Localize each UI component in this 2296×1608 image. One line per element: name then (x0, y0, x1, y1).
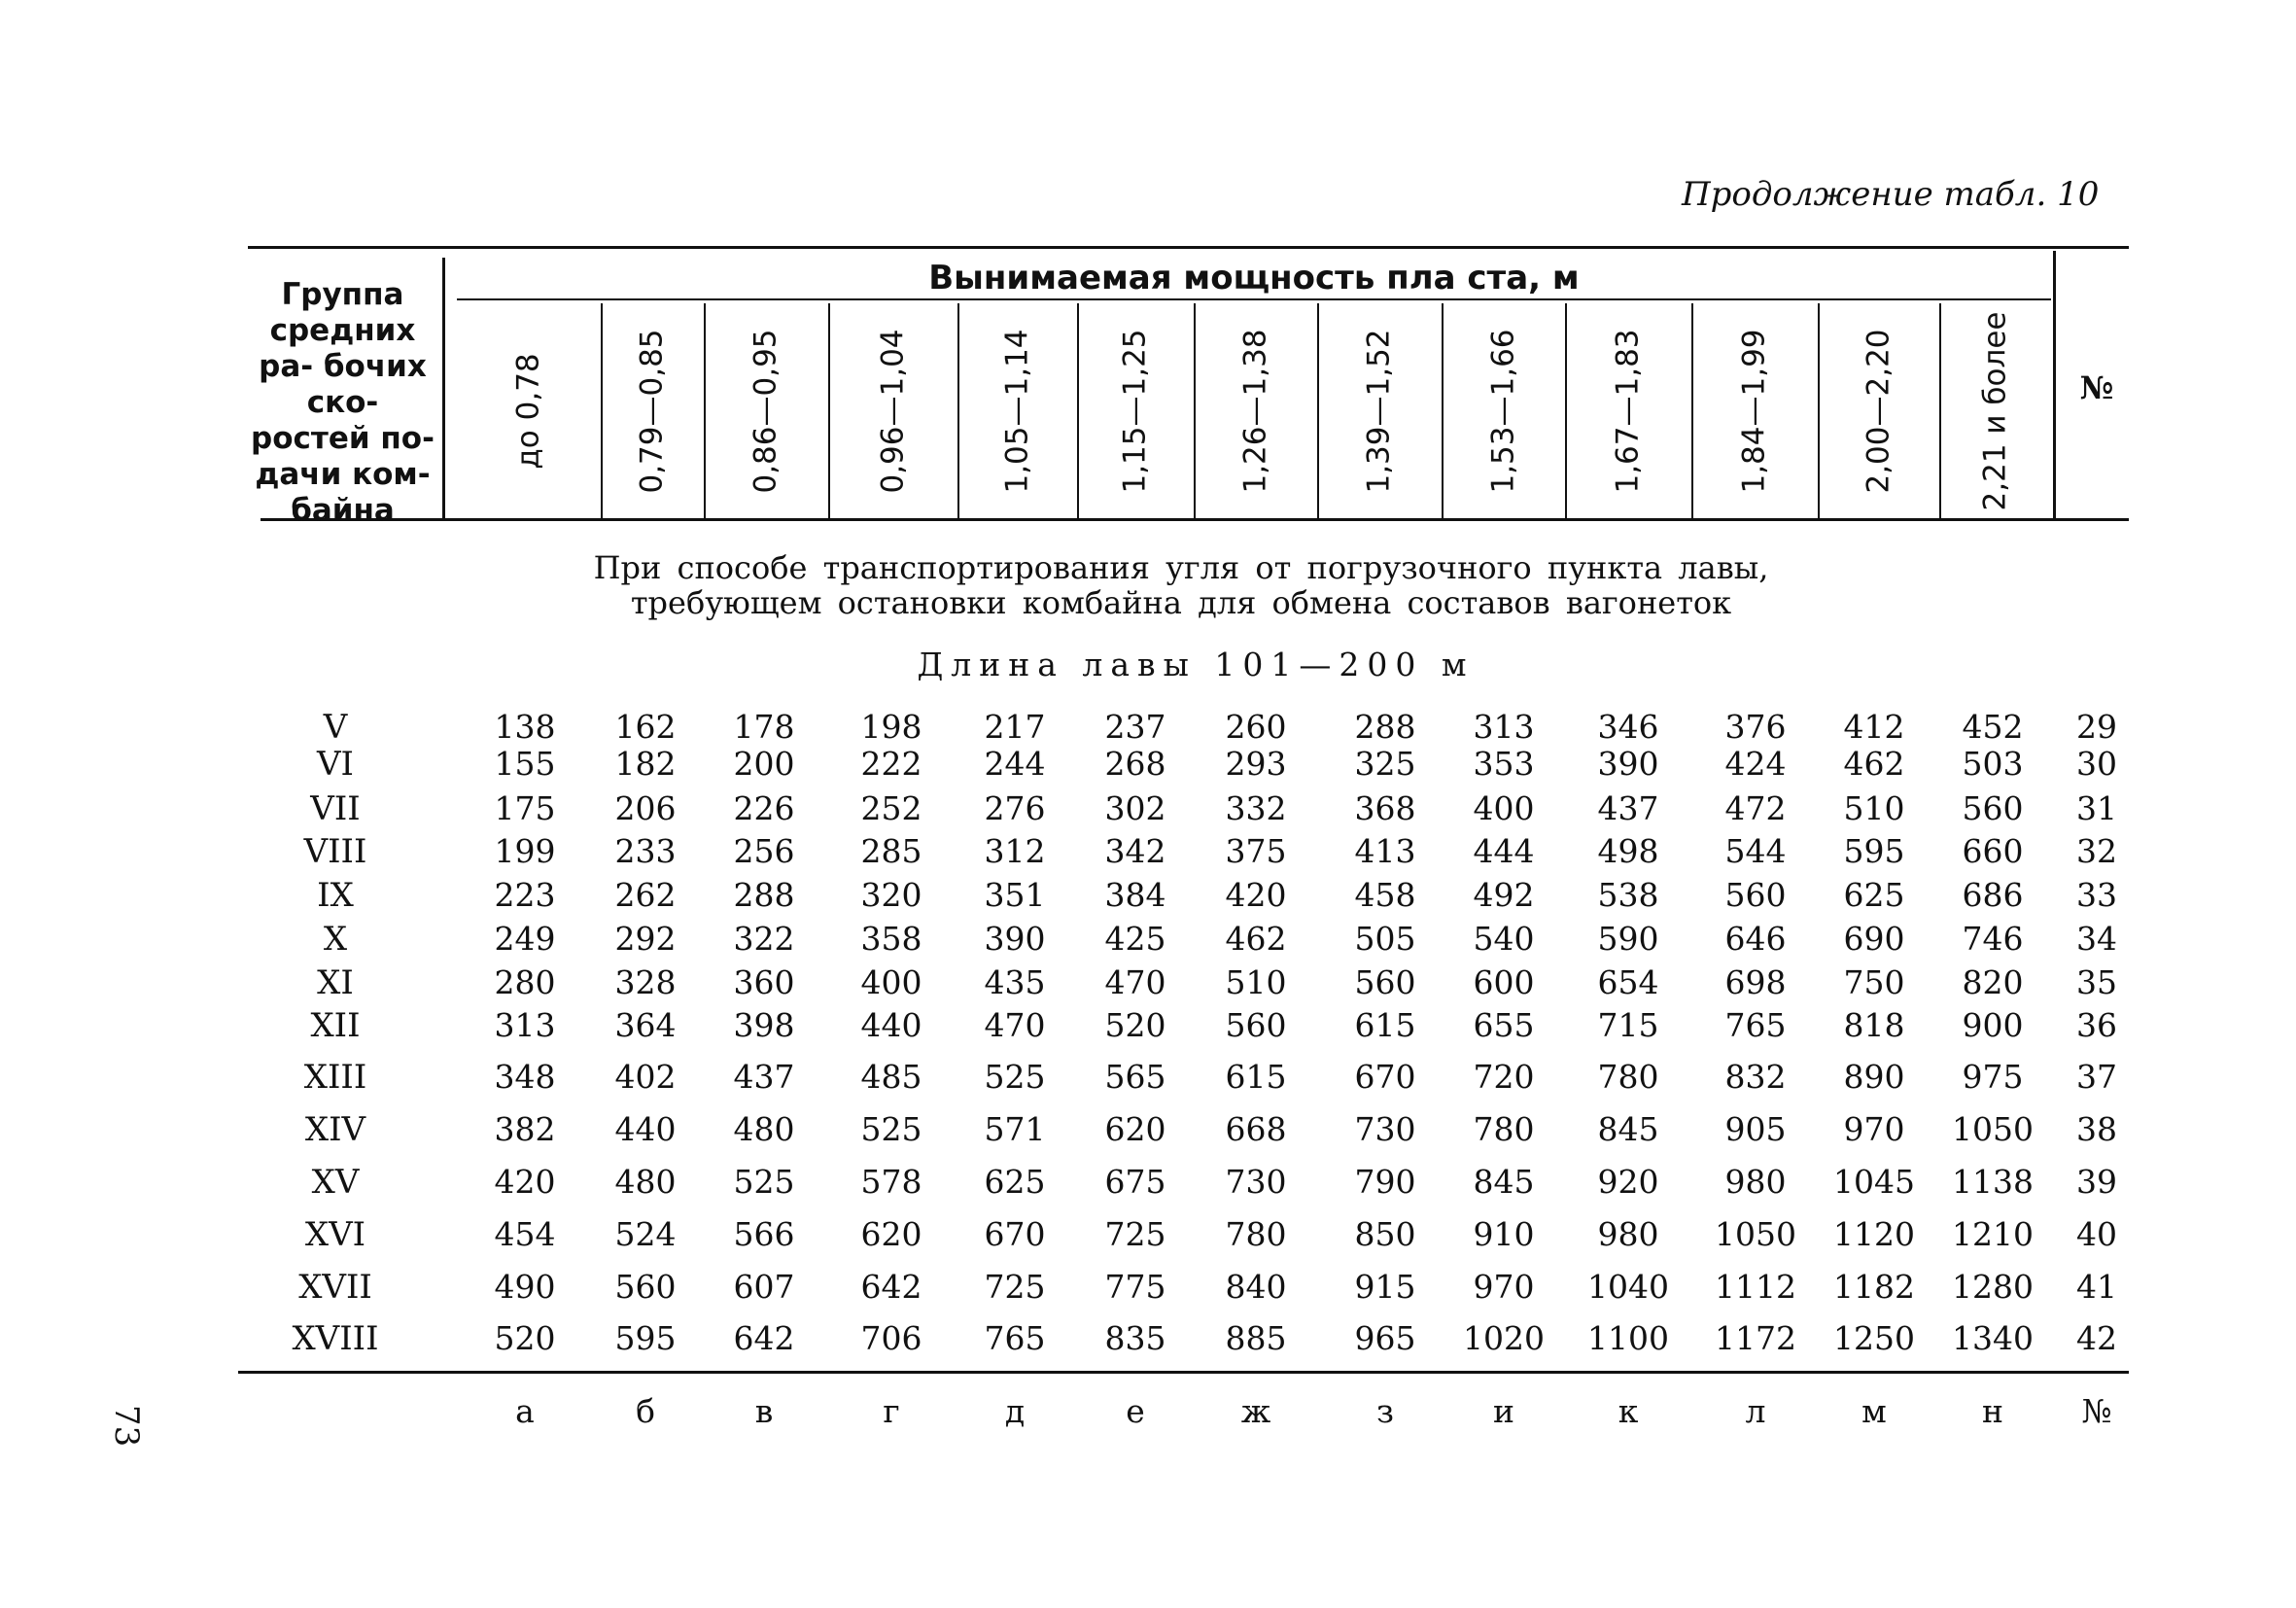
row-group-label: XII (310, 1006, 361, 1045)
table-caption: Продолжение табл. 10 (1682, 175, 2100, 214)
table-cell: 470 (984, 1006, 1046, 1044)
table-cell: 620 (1104, 1110, 1166, 1148)
header-top-rule (248, 246, 2129, 249)
table-cell: 332 (1225, 789, 1287, 827)
table-cell: 288 (1354, 708, 1416, 746)
table-cell: 520 (494, 1319, 556, 1357)
table-cell: 560 (1962, 789, 2024, 827)
table-cell: 835 (1104, 1319, 1166, 1357)
thickness-range-label: 1,67—1,83 (1611, 329, 1647, 494)
row-group-label: XIV (304, 1110, 366, 1149)
table-cell: 625 (1843, 876, 1905, 914)
footer-column-letter: в (754, 1392, 774, 1430)
table-cell: 206 (614, 789, 677, 827)
table-cell: 670 (1354, 1058, 1416, 1096)
row-number: 40 (2076, 1215, 2117, 1253)
table-cell: 262 (614, 876, 677, 914)
row-group-label: VIII (303, 832, 367, 871)
table-cell: 268 (1104, 745, 1166, 783)
table-cell: 505 (1354, 920, 1416, 958)
table-cell: 458 (1354, 876, 1416, 914)
table-cell: 217 (984, 708, 1046, 746)
table-cell: 525 (860, 1110, 922, 1148)
table-cell: 138 (494, 708, 556, 746)
row-group-label: XV (311, 1163, 360, 1202)
table-cell: 538 (1597, 876, 1659, 914)
table-cell: 313 (1473, 708, 1535, 746)
table-cell: 620 (860, 1215, 922, 1253)
table-cell: 1210 (1952, 1215, 2034, 1253)
table-cell: 162 (614, 708, 677, 746)
section-subtitle-line-1: При способе транспортирования угля от погрузочного пункта лавы, (593, 549, 1769, 586)
table-cell: 412 (1843, 708, 1905, 746)
table-cell: 915 (1354, 1268, 1416, 1306)
table-cell: 845 (1597, 1110, 1659, 1148)
table-cell: 615 (1225, 1058, 1287, 1096)
table-cell: 233 (614, 832, 677, 870)
table-cell: 780 (1473, 1110, 1535, 1148)
row-group-label: V (323, 708, 348, 747)
table-cell: 288 (733, 876, 795, 914)
table-cell: 490 (494, 1268, 556, 1306)
table-cell: 1100 (1587, 1319, 1669, 1357)
thickness-range-cell (457, 303, 601, 519)
table-cell: 398 (733, 1006, 795, 1044)
table-cell: 615 (1354, 1006, 1416, 1044)
row-group-label: XI (317, 963, 354, 1002)
thickness-range-label: 1,39—1,52 (1362, 329, 1398, 494)
table-cell: 970 (1473, 1268, 1535, 1306)
thickness-range-label: 0,96—1,04 (875, 329, 911, 494)
table-cell: 360 (733, 963, 795, 1001)
thickness-range-label: 2,00—2,20 (1861, 329, 1896, 494)
row-number: 33 (2076, 876, 2117, 914)
row-group-label: VII (310, 789, 361, 828)
table-cell: 850 (1354, 1215, 1416, 1253)
table-cell: 832 (1724, 1058, 1787, 1096)
table-cell: 252 (860, 789, 922, 827)
footer-column-letter: ж (1240, 1392, 1271, 1430)
table-cell: 790 (1354, 1163, 1416, 1201)
table-cell: 492 (1473, 876, 1535, 914)
table-cell: 223 (494, 876, 556, 914)
table-cell: 980 (1724, 1163, 1787, 1201)
table-cell: 642 (860, 1268, 922, 1306)
table-cell: 1112 (1715, 1268, 1796, 1306)
table-cell: 226 (733, 789, 795, 827)
table-cell: 376 (1724, 708, 1787, 746)
table-cell: 375 (1225, 832, 1287, 870)
table-cell: 390 (984, 920, 1046, 958)
table-cell: 905 (1724, 1110, 1787, 1148)
table-cell: 400 (860, 963, 922, 1001)
thickness-range-cell (1442, 303, 1565, 519)
table-cell: 351 (984, 876, 1046, 914)
footer-column-letter: м (1861, 1392, 1887, 1430)
table-cell: 900 (1962, 1006, 2024, 1044)
thickness-range-cell (1194, 303, 1317, 519)
table-cell: 571 (984, 1110, 1046, 1148)
table-cell: 425 (1104, 920, 1166, 958)
table-cell: 560 (1724, 876, 1787, 914)
table-cell: 820 (1962, 963, 2024, 1001)
table-cell: 342 (1104, 832, 1166, 870)
table-cell: 625 (984, 1163, 1046, 1201)
table-cell: 437 (1597, 789, 1659, 827)
table-cell: 1050 (1715, 1215, 1796, 1253)
thickness-range-label: 1,15—1,25 (1118, 329, 1154, 494)
row-number: 36 (2076, 1006, 2117, 1044)
row-group-label: XVIII (292, 1319, 379, 1358)
table-cell: 746 (1962, 920, 2024, 958)
table-cell: 1138 (1952, 1163, 2034, 1201)
table-cell: 470 (1104, 963, 1166, 1001)
footer-column-letter: к (1618, 1392, 1639, 1430)
table-cell: 322 (733, 920, 795, 958)
table-cell: 452 (1962, 708, 2024, 746)
table-cell: 440 (614, 1110, 677, 1148)
table-cell: 256 (733, 832, 795, 870)
table-cell: 175 (494, 789, 556, 827)
table-cell: 607 (733, 1268, 795, 1306)
table-cell: 198 (860, 708, 922, 746)
table-cell: 720 (1473, 1058, 1535, 1096)
table-cell: 595 (1843, 832, 1905, 870)
footer-column-letter: г (883, 1392, 900, 1430)
table-cell: 292 (614, 920, 677, 958)
table-cell: 402 (614, 1058, 677, 1096)
table-cell: 668 (1225, 1110, 1287, 1148)
group-column-rule (442, 258, 445, 520)
row-number: 30 (2076, 745, 2117, 783)
table-cell: 885 (1225, 1319, 1287, 1357)
thickness-range-cell (601, 303, 704, 519)
table-cell: 237 (1104, 708, 1166, 746)
footer-number-label: № (2081, 1392, 2112, 1430)
table-cell: 725 (984, 1268, 1046, 1306)
thickness-range-label: 1,84—1,99 (1737, 329, 1773, 494)
table-cell: 462 (1225, 920, 1287, 958)
table-cell: 382 (494, 1110, 556, 1148)
table-cell: 980 (1597, 1215, 1659, 1253)
table-cell: 578 (860, 1163, 922, 1201)
row-number: 35 (2076, 963, 2117, 1001)
table-cell: 293 (1225, 745, 1287, 783)
table-cell: 498 (1597, 832, 1659, 870)
thickness-range-cell (828, 303, 957, 519)
thickness-range-cell (1691, 303, 1818, 519)
section-subtitle-line-2: требующем остановки комбайна для обмена составов вагонеток (630, 584, 1732, 621)
table-cell: 566 (733, 1215, 795, 1253)
table-cell: 462 (1843, 745, 1905, 783)
thickness-range-label: до 0,78 (511, 353, 546, 470)
table-cell: 590 (1597, 920, 1659, 958)
footer-column-letter: д (1004, 1392, 1026, 1430)
row-number: 31 (2076, 789, 2117, 827)
thickness-range-cell (1317, 303, 1442, 519)
table-cell: 675 (1104, 1163, 1166, 1201)
table-cell: 1280 (1952, 1268, 2034, 1306)
footer-column-letter: и (1493, 1392, 1514, 1430)
table-cell: 353 (1473, 745, 1535, 783)
table-cell: 765 (984, 1319, 1046, 1357)
table-cell: 420 (1225, 876, 1287, 914)
footer-column-letter: з (1376, 1392, 1394, 1430)
table-cell: 965 (1354, 1319, 1416, 1357)
thickness-range-cell (1818, 303, 1939, 519)
footer-column-letter: н (1982, 1392, 2003, 1430)
table-cell: 1120 (1833, 1215, 1915, 1253)
table-cell: 1182 (1833, 1268, 1915, 1306)
table-cell: 249 (494, 920, 556, 958)
table-cell: 390 (1597, 745, 1659, 783)
table-cell: 775 (1104, 1268, 1166, 1306)
table-cell: 437 (733, 1058, 795, 1096)
table-cell: 420 (494, 1163, 556, 1201)
table-cell: 698 (1724, 963, 1787, 1001)
table-cell: 975 (1962, 1058, 2024, 1096)
table-cell: 1172 (1715, 1319, 1796, 1357)
table-cell: 840 (1225, 1268, 1287, 1306)
footer-column-letter: а (515, 1392, 535, 1430)
table-cell: 686 (1962, 876, 2024, 914)
table-cell: 730 (1225, 1163, 1287, 1201)
table-cell: 325 (1354, 745, 1416, 783)
table-cell: 313 (494, 1006, 556, 1044)
row-group-label: X (323, 920, 348, 959)
row-number: 41 (2076, 1268, 2117, 1306)
row-number: 32 (2076, 832, 2117, 870)
table-cell: 320 (860, 876, 922, 914)
footer-column-letter: л (1745, 1392, 1766, 1430)
table-cell: 524 (614, 1215, 677, 1253)
table-cell: 368 (1354, 789, 1416, 827)
table-cell: 178 (733, 708, 795, 746)
table-cell: 646 (1724, 920, 1787, 958)
table-cell: 1050 (1952, 1110, 2034, 1148)
table-cell: 364 (614, 1006, 677, 1044)
table-cell: 485 (860, 1058, 922, 1096)
table-cell: 780 (1225, 1215, 1287, 1253)
section-title: Длина лавы 101—200 м (917, 646, 1475, 683)
table-cell: 454 (494, 1215, 556, 1253)
table-cell: 654 (1597, 963, 1659, 1001)
table-cell: 525 (984, 1058, 1046, 1096)
thickness-range-cell (704, 303, 828, 519)
row-group-label: IX (317, 876, 354, 915)
table-cell: 910 (1473, 1215, 1535, 1253)
table-cell: 890 (1843, 1058, 1905, 1096)
table-cell: 472 (1724, 789, 1787, 827)
table-cell: 540 (1473, 920, 1535, 958)
table-cell: 503 (1962, 745, 2024, 783)
page-number: 73 (107, 1405, 146, 1448)
table-cell: 560 (1354, 963, 1416, 1001)
table-cell: 182 (614, 745, 677, 783)
table-cell: 1250 (1833, 1319, 1915, 1357)
row-group-label: XVII (298, 1268, 372, 1307)
table-cell: 765 (1724, 1006, 1787, 1044)
table-cell: 222 (860, 745, 922, 783)
footer-column-letter: е (1126, 1392, 1145, 1430)
table-cell: 525 (733, 1163, 795, 1201)
table-cell: 260 (1225, 708, 1287, 746)
table-cell: 970 (1843, 1110, 1905, 1148)
table-cell: 660 (1962, 832, 2024, 870)
table-cell: 280 (494, 963, 556, 1001)
row-number: 39 (2076, 1163, 2117, 1201)
row-number: 37 (2076, 1058, 2117, 1096)
table-cell: 730 (1354, 1110, 1416, 1148)
table-cell: 510 (1843, 789, 1905, 827)
table-cell: 818 (1843, 1006, 1905, 1044)
thickness-range-cell (1077, 303, 1194, 519)
thickness-range-label: 1,26—1,38 (1237, 329, 1273, 494)
table-cell: 346 (1597, 708, 1659, 746)
table-cell: 302 (1104, 789, 1166, 827)
table-cell: 1040 (1587, 1268, 1669, 1306)
thickness-range-label: 1,05—1,14 (999, 329, 1035, 494)
table-cell: 199 (494, 832, 556, 870)
thickness-range-cell (1939, 303, 2051, 519)
table-cell: 920 (1597, 1163, 1659, 1201)
table-cell: 642 (733, 1319, 795, 1357)
table-cell: 1020 (1463, 1319, 1545, 1357)
table-cell: 750 (1843, 963, 1905, 1001)
table-cell: 565 (1104, 1058, 1166, 1096)
row-number: 34 (2076, 920, 2117, 958)
table-cell: 560 (1225, 1006, 1287, 1044)
table-cell: 600 (1473, 963, 1535, 1001)
thickness-range-label: 2,21 и более (1977, 311, 2013, 511)
table-cell: 276 (984, 789, 1046, 827)
table-cell: 328 (614, 963, 677, 1001)
table-cell: 244 (984, 745, 1046, 783)
table-cell: 384 (1104, 876, 1166, 914)
table-cell: 312 (984, 832, 1046, 870)
table-cell: 435 (984, 963, 1046, 1001)
table-cell: 440 (860, 1006, 922, 1044)
table-cell: 690 (1843, 920, 1905, 958)
footer-column-letter: б (636, 1392, 655, 1430)
table-cell: 520 (1104, 1006, 1166, 1044)
row-group-label: XIII (303, 1058, 367, 1097)
table-cell: 413 (1354, 832, 1416, 870)
table-cell: 200 (733, 745, 795, 783)
thickness-range-cell (1565, 303, 1691, 519)
thickness-header: Вынимаемая мощность пла ста, м (928, 259, 1580, 297)
table-cell: 155 (494, 745, 556, 783)
table-cell: 595 (614, 1319, 677, 1357)
table-cell: 725 (1104, 1215, 1166, 1253)
table-cell: 424 (1724, 745, 1787, 783)
table-cell: 560 (614, 1268, 677, 1306)
table-cell: 715 (1597, 1006, 1659, 1044)
row-number: 29 (2076, 708, 2117, 746)
table-cell: 706 (860, 1319, 922, 1357)
thickness-rule (457, 298, 2051, 300)
table-cell: 1045 (1833, 1163, 1915, 1201)
row-group-label: XVI (304, 1215, 366, 1254)
table-cell: 780 (1597, 1058, 1659, 1096)
table-cell: 510 (1225, 963, 1287, 1001)
table-cell: 480 (614, 1163, 677, 1201)
thickness-range-label: 1,53—1,66 (1485, 329, 1521, 494)
table-cell: 670 (984, 1215, 1046, 1253)
table-cell: 1340 (1952, 1319, 2034, 1357)
thickness-range-cell (957, 303, 1077, 519)
table-cell: 285 (860, 832, 922, 870)
table-cell: 544 (1724, 832, 1787, 870)
table-cell: 400 (1473, 789, 1535, 827)
number-column-header: № (2079, 369, 2114, 406)
table-cell: 358 (860, 920, 922, 958)
thickness-range-label: 0,79—0,85 (635, 329, 671, 494)
row-number: 38 (2076, 1110, 2117, 1148)
table-cell: 348 (494, 1058, 556, 1096)
row-number: 42 (2076, 1319, 2117, 1357)
table-bottom-rule (238, 1371, 2129, 1374)
table-cell: 655 (1473, 1006, 1535, 1044)
thickness-range-label: 0,86—0,95 (748, 329, 784, 494)
table-cell: 444 (1473, 832, 1535, 870)
group-column-header: Группа средних ра- бочих ско- ростей по- дачи ком- байна (251, 277, 435, 528)
table-cell: 845 (1473, 1163, 1535, 1201)
table-cell: 480 (733, 1110, 795, 1148)
row-group-label: VI (317, 745, 354, 784)
